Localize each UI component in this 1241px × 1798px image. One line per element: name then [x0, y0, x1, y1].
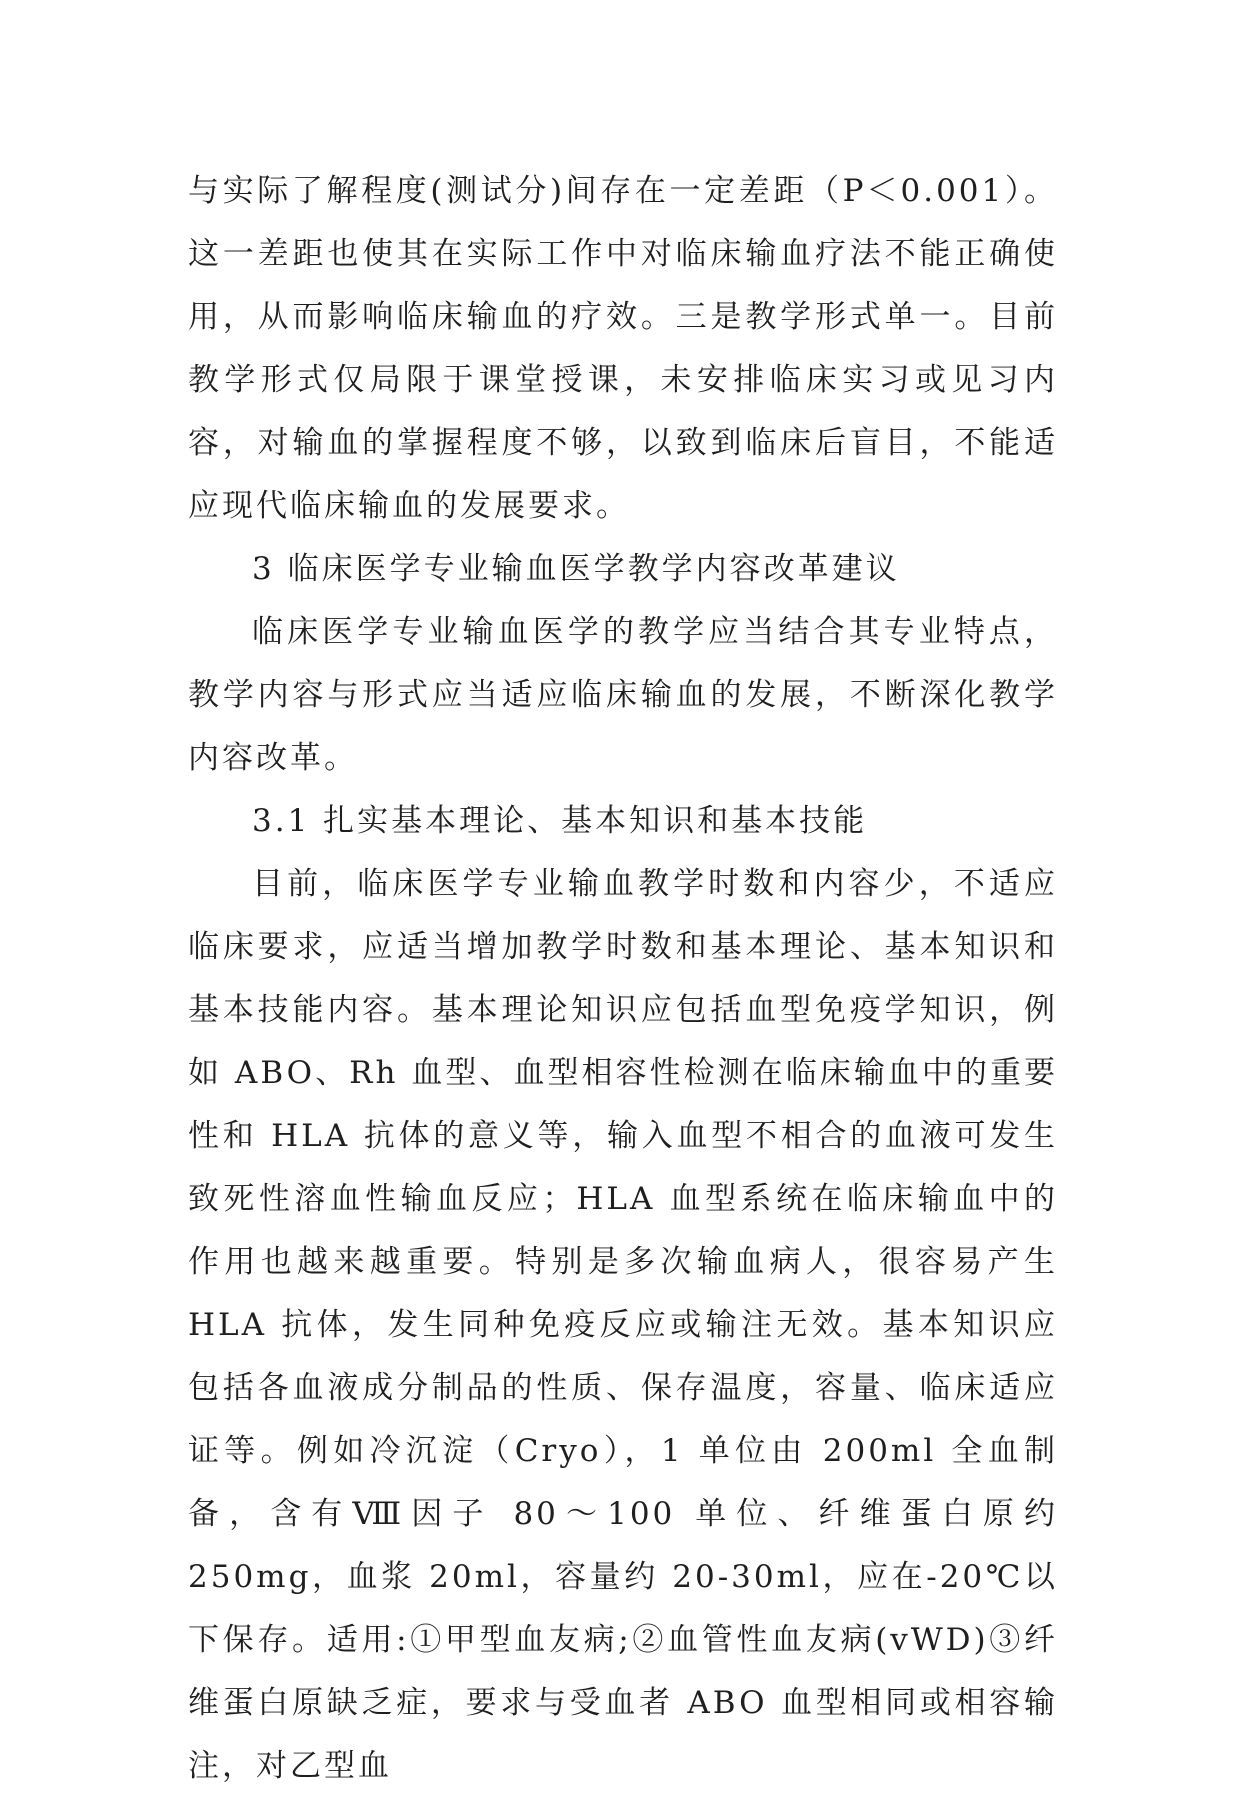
paragraph-section-3-1-body: 目前，临床医学专业输血教学时数和内容少，不适应临床要求，应适当增加教学时数和基本理论、基本知识和基本技能内容。基本理论知识应包括血型免疫学知识，例如 ABO、Rh 血型、血型相容性检测在临床输血中的重要性和 HLA 抗体的意义等，输入血型不相合的血液可发生致死性溶血性输血反应；HLA 血型系统在临床输血中的作用也越来越重要。特别是多次输血病人，很容易产生 HLA 抗体，发生同种免疫反应或输注无效。基本知识应包括各血液成分制品的性质、保存温度，容量、临床适应证等。例如冷沉淀（Cryo），1 单位由 200ml 全血制备，含有Ⅷ因子 80～100 单位、纤维蛋白原约 250mg，血浆 20ml，容量约 20-30ml，应在-20℃以下保存。适用:①甲型血友病;②血管性血友病(vWD)③纤维蛋白原缺乏症，要求与受血者 ABO 血型相同或相容输注，对乙型血	[188, 866, 1058, 1784]
section-heading-3-1: 3.1 扎实基本理论、基本知识和基本技能	[252, 803, 868, 839]
section-heading-3: 3 临床医学专业输血医学教学内容改革建议	[252, 551, 900, 587]
paragraph-section-3-intro: 临床医学专业输血医学的教学应当结合其专业特点，教学内容与形式应当适应临床输血的发展，不断深化教学内容改革。	[188, 614, 1058, 776]
paragraph-continuation: 与实际了解程度(测试分)间存在一定差距（P＜0.001）。这一差距也使其在实际工作中对临床输血疗法不能正确使用，从而影响临床输血的疗效。三是教学形式单一。目前教学形式仅局限于课堂授课，未安排临床实习或见习内容，对输血的掌握程度不够，以致到临床后盲目，不能适应现代临床输血的发展要求。	[188, 173, 1058, 524]
document-body	[188, 160, 1058, 1798]
